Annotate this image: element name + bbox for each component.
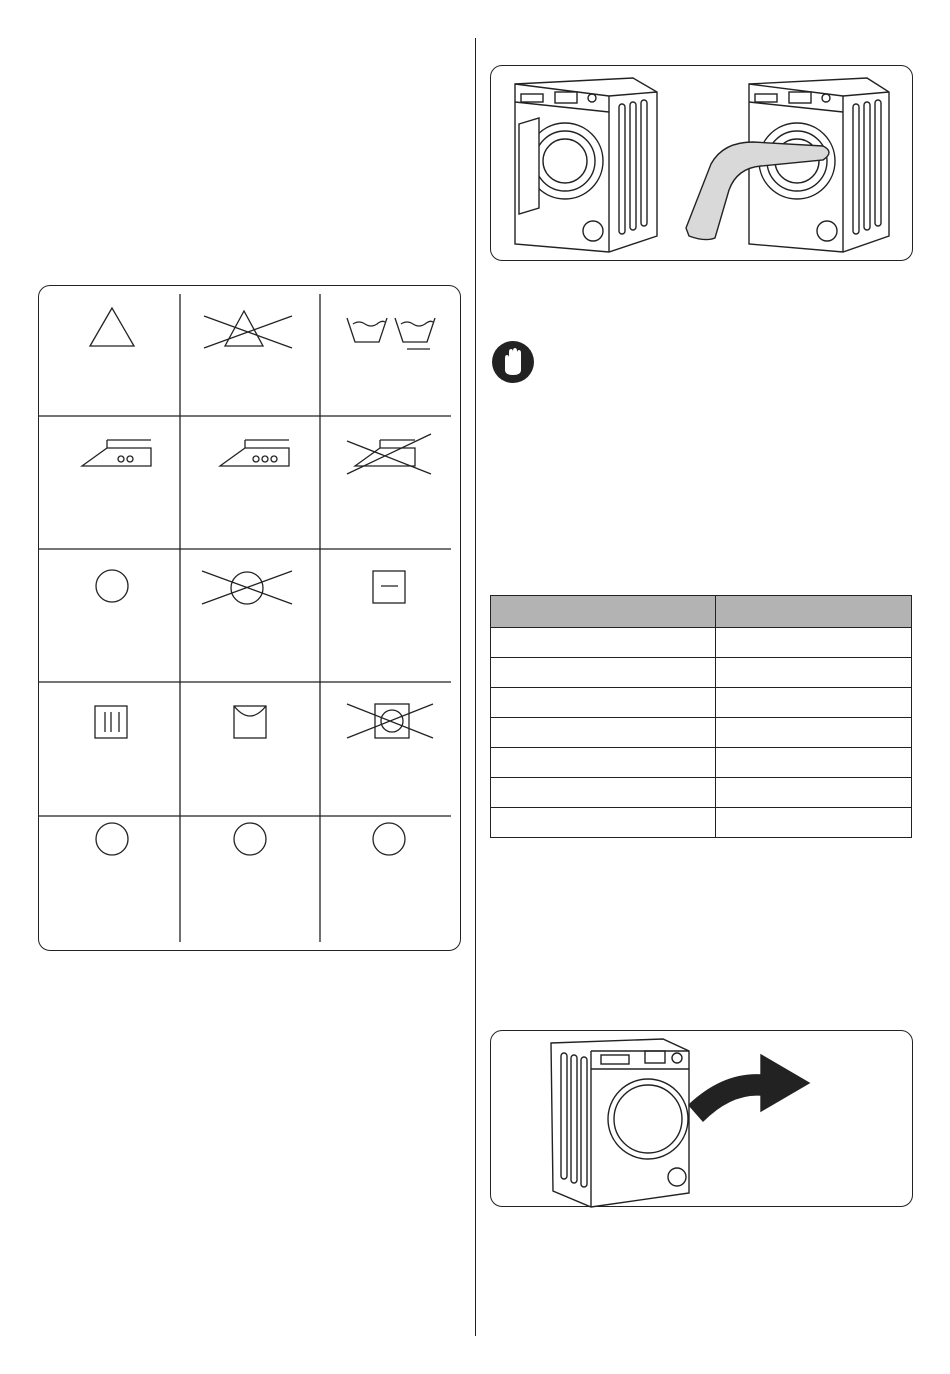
table-cell [491,778,716,808]
table-cell [491,628,716,658]
table-cell [716,658,912,688]
no-dry-clean-icon [202,571,292,604]
table-cell [491,688,716,718]
care-symbols-table [38,285,461,951]
table-cell [491,748,716,778]
table-row [491,808,912,838]
dry-flat-icon [373,571,405,603]
no-bleach-icon [204,311,292,348]
no-tumble-dry-icon [347,704,433,738]
table-cell [716,808,912,838]
washer-door-open-arrow-icon [551,1039,689,1207]
circle-symbol-icon [234,823,266,855]
washer-loading-laundry-icon [686,78,889,252]
table-cell [491,658,716,688]
table-cell [491,718,716,748]
illustration-frame-loading [490,65,913,261]
circle-symbol-icon [96,823,128,855]
hand-stop-icon [491,340,535,384]
table-row [491,748,912,778]
table-cell [716,778,912,808]
table-cell [491,808,716,838]
specifications-table [490,595,912,838]
curved-arrow-icon [689,1055,809,1121]
table-header-row [491,596,912,628]
washer-open-door-icon [515,78,657,252]
washer-open-door-illustration [491,66,914,262]
table-row [491,688,912,718]
table-cell [716,748,912,778]
handwash-icon [347,318,435,349]
iron-high-icon [220,440,289,466]
iron-medium-icon [82,440,151,466]
table-row [491,718,912,748]
table-cell [716,688,912,718]
no-iron-icon [347,434,431,474]
table-cell [716,628,912,658]
table-row [491,658,912,688]
illustration-frame-door [490,1030,913,1207]
table-cell [716,718,912,748]
table-header-cell [491,596,716,628]
bleach-allowed-icon [90,308,134,346]
care-symbols-grid [39,286,462,952]
circle-symbol-icon [373,823,405,855]
table-row [491,628,912,658]
washer-door-open-arrow-illustration [491,1031,914,1208]
drip-dry-icon [95,706,127,738]
line-dry-icon [234,706,266,738]
table-header-cell [716,596,912,628]
dry-clean-icon [96,570,128,602]
column-divider [475,38,476,1336]
table-row [491,778,912,808]
